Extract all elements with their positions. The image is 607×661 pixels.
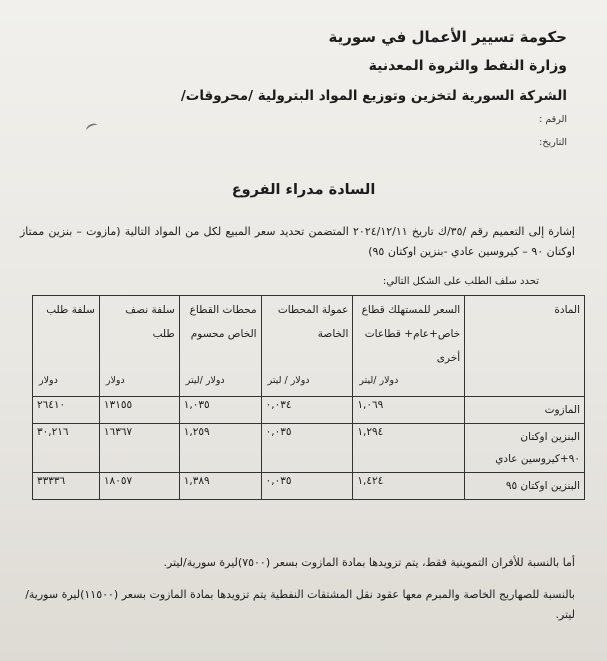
cell-private: ١,٠٣٥ (179, 397, 261, 424)
cell-full-order: ٣٣٣٣٦ (33, 473, 100, 500)
cell-private: ١,٣٨٩ (179, 473, 261, 500)
footer-bakeries-note: أما بالنسبة للأفران التموينية فقط، يتم تزويدها بمادة المازوت بسعر (٧٥٠٠)ليرة سورية/ليتر. (163, 556, 575, 569)
table-row (33, 473, 585, 500)
cell-commission: ٠,٠٣٥ (261, 473, 353, 500)
cell-commission: ٠,٠٣٤ (261, 397, 353, 424)
header-private-stations (179, 296, 261, 397)
header-unit: دولار (105, 375, 125, 386)
header-company: الشركة السورية لتخزين وتوزيع المواد البترولية /محروقات/ (180, 88, 567, 104)
cell-half-order: ١٣١٥٥ (99, 397, 179, 424)
footer-tankers-note: بالنسبة للصهاريج الخاصة والمبرم معها عقود نقل المشتقات النفطية يتم تزويدها بمادة المازوت بسعر (١١٥٠٠)ليرة سورية/ليتر. (25, 588, 575, 621)
cell-material: البنزين اوكتان ٩٥ (465, 473, 585, 500)
cell-private: ١,٢٥٩ (179, 424, 261, 473)
header-half-order (99, 296, 179, 397)
header-label: عمولة المحطات الخاصة (277, 304, 349, 340)
table-row (33, 397, 585, 424)
intro-paragraph: إشارة إلى التعميم رقم /٣٥/ك تاريخ ٢٠٢٤/١٢/١١ المتضمن تحديد سعر المبيع لكل من المواد التالية (مازوت – بنزين ممتاز اوكتان ٩٠ – كيروسين عادي -بنزين اوكتان ٩٥) (20, 225, 575, 258)
header-government: حكومة تسيير الأعمال في سورية (328, 28, 567, 46)
header-unit: دولار /ليتر (359, 375, 399, 386)
cell-commission: ٠,٠٣٥ (261, 424, 353, 473)
addressee-heading: السادة مدراء الفروع (231, 182, 376, 198)
date-label: التاريخ: (539, 137, 567, 148)
price-table (32, 295, 585, 500)
intro-note: تحدد سلف الطلب على الشكل التالي: (382, 276, 539, 287)
cell-price: ١,٢٩٤ (353, 424, 465, 473)
header-label: محطات القطاع الخاص محسوم (189, 304, 257, 340)
table-header-row (33, 296, 585, 397)
header-label: سلفة طلب (46, 304, 95, 316)
header-full-order (33, 296, 100, 397)
header-commission (261, 296, 353, 397)
header-label: السعر للمستهلك قطاع خاص+عام+ قطاعات أخرى (361, 304, 461, 364)
header-consumer-price (353, 296, 465, 397)
pen-mark-icon (85, 122, 99, 134)
header-unit: دولار (39, 375, 58, 386)
cell-price: ١,٤٢٤ (353, 473, 465, 500)
header-label: سلفة نصف طلب (125, 304, 175, 340)
cell-full-order: ٣٠,٢١٦ (33, 424, 100, 473)
cell-full-order: ٢٦٤١٠ (33, 397, 100, 424)
reference-label: الرقم : (539, 114, 567, 125)
cell-material: البنزين اوكتان ٩٠+كيروسين عادي (465, 424, 585, 473)
header-label: المادة (554, 304, 580, 316)
cell-material: المازوت (465, 397, 585, 424)
header-unit: دولار /ليتر (185, 375, 225, 386)
cell-half-order: ١٦٣٦٧ (99, 424, 179, 473)
header-material (465, 296, 585, 397)
cell-half-order: ١٨٠٥٧ (99, 473, 179, 500)
header-ministry: وزارة النفط والثروة المعدنية (368, 58, 567, 74)
header-unit: دولار / ليتر (267, 375, 310, 386)
table-row (33, 424, 585, 473)
cell-price: ١,٠٦٩ (353, 397, 465, 424)
